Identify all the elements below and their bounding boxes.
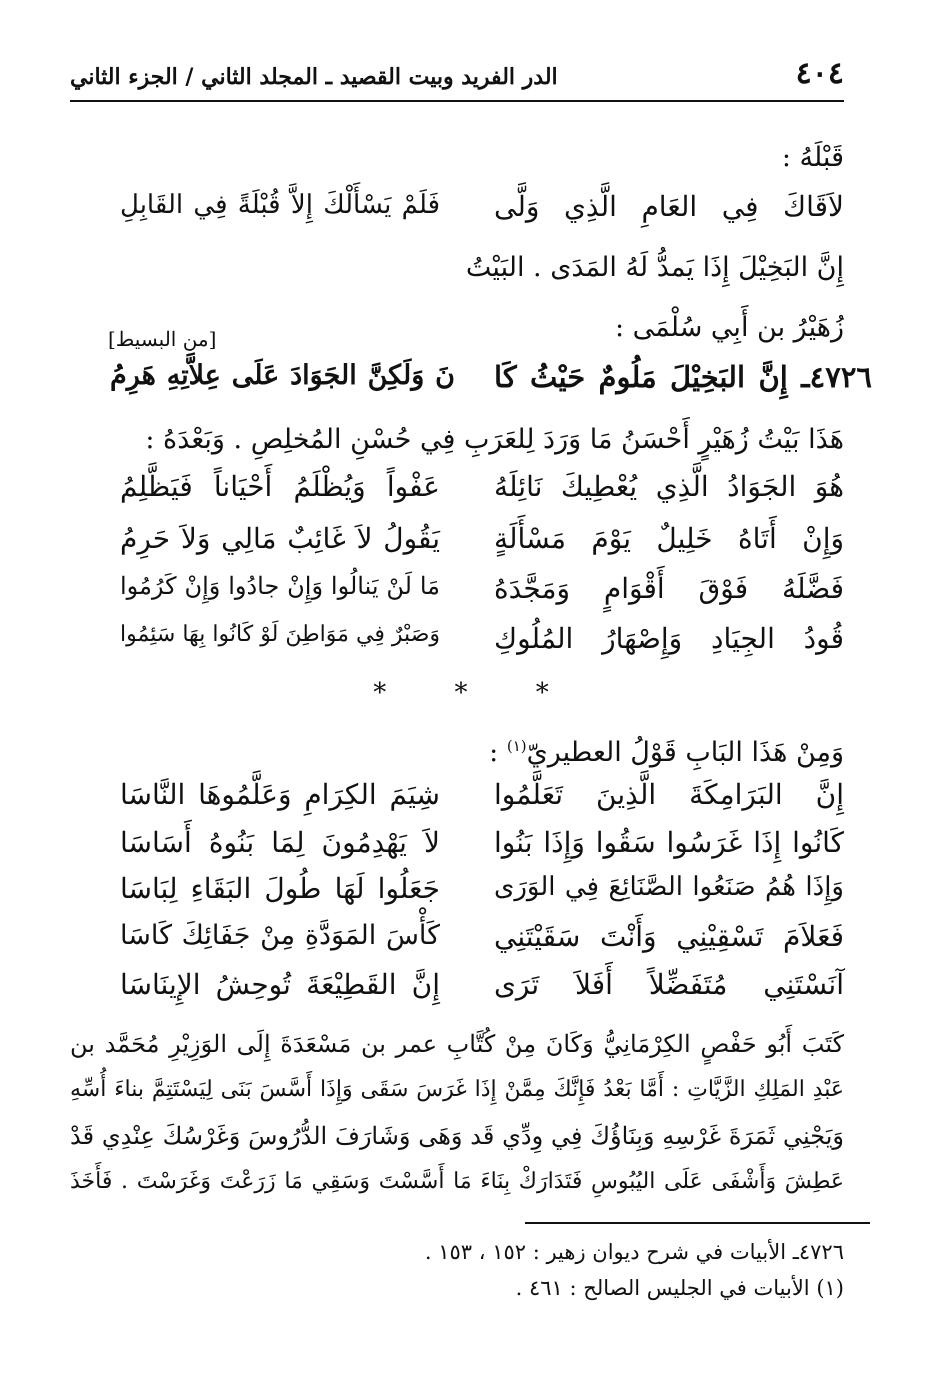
verse-row — [70, 522, 844, 566]
verse-hemistich-second: إِنَّ القَطِيْعَةَ تُوحِشُ الإِينَاسَا — [120, 968, 440, 1001]
intro-label: قَبْلَهُ : — [781, 142, 844, 173]
prose-line: عَبْدِ المَلِكِ الزَّيَّاتِ : أَمَّا بَعْدُ فَإِنَّكَ مِمَّنْ إِذَا غَرَسَ سَقَى وَإِذَا أَسَّسَ بَنَى لِيَسْتَتِمَّ بناءَ أُسِّهِ — [70, 1077, 844, 1102]
verse-row — [70, 622, 844, 666]
verse-number: ٤٧٢٦ـ — [801, 360, 872, 394]
verse-hemistich-first: فَضَّلَهُ فَوْقَ أَقْوَامٍ وَمَجَّدَهُ — [494, 572, 844, 605]
verse-hemistich-first: لاَقَاكَ فِي العَامِ الَّذِي وَلَّى — [494, 190, 844, 223]
verse-row — [70, 572, 844, 616]
footnote-ref: (١) — [506, 737, 527, 755]
verse-hemistich-first: إِنَّ البَرَامِكَةَ الَّذِينَ تَعَلَّمُوا — [494, 778, 844, 811]
section-separator: * * * — [373, 678, 579, 708]
main-verse-first — [494, 360, 872, 394]
poet-line: زُهَيْرُ بن أَبِي سُلْمَى : — [614, 312, 844, 343]
verse-hemistich-first: وَإِذَا هُمُ صَنَعُوا الصَّنَائِعَ فِي الوَرَى — [494, 872, 844, 902]
verse-row — [70, 826, 844, 870]
prose-line: كَتَبَ أَبُو حَفْصٍ الكِرْمَانِيُّ وَكَانَ مِنْ كُتَّابِ عمر بن مَسْعَدَةَ إِلَى الوَزِيْرِ مُحَمَّد بن — [70, 1030, 844, 1058]
utairi-intro: وَمِنْ هَذَا البَابِ قَوْلُ العطيريّ — [526, 737, 844, 768]
main-verse — [70, 360, 872, 404]
verse-hemistich-first: هُوَ الجَوَادُ الَّذِي يُعْطِيكَ نَائِلَهُ — [494, 470, 844, 503]
verse-hemistich-second: مَا لَنْ يَنالُوا وَإِنْ جادُوا وَإِنْ كَرُمُوا — [120, 572, 440, 600]
verse-hemistich-second: جَعَلُوا لَهَا طُولَ البَقَاءِ لِبَاسَا — [120, 872, 440, 905]
meter-tag: [من البسيط] — [108, 327, 217, 351]
verse-row — [70, 920, 844, 964]
verse-hemistich-first: كَانُوا إِذَا غَرَسُوا سَقُوا وَإِذَا بَنُوا — [494, 826, 844, 859]
prose-line: وَيَجْنِي ثَمَرَةَ غَرْسِهِ وَبِنَاؤُكَ فِي وِدِّي قَد وَهَى وَشَارَفَ الدُّرُوسَ وَغَرْسُكَ عِنْدِي قَدْ — [70, 1122, 844, 1150]
verse-hemistich-second: يَقُولُ لاَ غَائِبٌ مَالِي وَلاَ حَرِمُ — [120, 522, 440, 555]
verse-hemistich-second: شِيَمَ الكِرَامِ وَعَلَّمُوهَا النَّاسَا — [120, 778, 440, 811]
verse-row — [70, 778, 844, 822]
verse-hemistich-first: آنَسْتَنِي مُتَفَضِّلاً أَفَلاَ تَرَى — [494, 968, 844, 1001]
verse-hemistich-second: وَصَبْرٌ فِي مَوَاطِنَ لَوْ كَانُوا بِهَا سَئِمُوا — [120, 622, 440, 647]
verse-row — [70, 968, 844, 1012]
prose-line: عَطِشَ وَأَشْفَى عَلَى اليُبُوسِ فَتَدَارَكْ بِنَاءَ مَا أَسَّسْتَ وَسَقِي مَا زَرَعْتَ وَغَرَسْتَ . فَأَخَذَ — [70, 1169, 844, 1194]
utairi-intro-line — [489, 726, 844, 773]
footnote: (١) الأبيات في الجليس الصالح : ٤٦١ . — [515, 1276, 844, 1300]
verse-row — [70, 872, 844, 916]
comment-line: هَذَا بَيْتُ زُهَيْرٍ أَحْسَنُ مَا وَرَدَ لِلعَرَبِ فِي حُسْنِ المُخلِصِ . وَبَعْدَهُ : — [145, 424, 844, 455]
main-verse-hemistich-2: نَ وَلَكِنَّ الجَوَادَ عَلَى عِلاَّتِهِ هَرِمُ — [110, 360, 455, 391]
running-title: الدر الفريد وبيت القصيد ـ المجلد الثاني / الجزء الثاني — [70, 64, 558, 90]
footnote: ٤٧٢٦ـ الأبيات في شرح ديوان زهير : ١٥٢ ، ١٥٣ . — [424, 1240, 844, 1264]
verse-hemistich-second: فَلَمْ يَسْأَلْكَ إِلاَّ قُبْلَةً فِي القَابِلِ — [120, 190, 440, 220]
page-header — [70, 52, 844, 102]
footnote-divider — [525, 1222, 870, 1224]
verse-row — [70, 470, 844, 514]
utairi-colon: : — [489, 737, 499, 768]
verse-hemistich-first: قُودُ الجِيَادِ وَإِصْهَارُ المُلُوكِ — [494, 622, 844, 655]
verse-hemistich-second: عَفْواً وَيُظْلَمُ أَحْيَاناً فَيَظَّلِمُ — [120, 470, 440, 503]
verse-hemistich-second: لاَ يَهْدِمُونَ لِمَا بَنُوهُ أَسَاسَا — [120, 826, 440, 859]
main-verse-hemistich-1: إِنَّ البَخِيْلَ مَلُومٌ حَيْثُ كَا — [494, 360, 788, 394]
verse-before — [70, 190, 844, 234]
bakhil-line: إِنَّ البَخِيْلَ إِذَا يَمدُّ لَهُ المَدَى . البَيْتُ — [465, 252, 844, 283]
verse-hemistich-first: وَإِنْ أَتَاهُ خَلِيلٌ يَوْمَ مَسْأَلَةٍ — [494, 522, 844, 555]
verse-hemistich-second: كَأْسَ المَوَدَّةِ مِنْ جَفَائِكَ كَاسَا — [120, 920, 440, 951]
verse-hemistich-first: فَعَلاَمَ تَسْقِيْنِي وَأَنْتَ سَقَيْتَنِي — [494, 920, 844, 953]
page-number: ٤٠٤ — [795, 56, 844, 91]
